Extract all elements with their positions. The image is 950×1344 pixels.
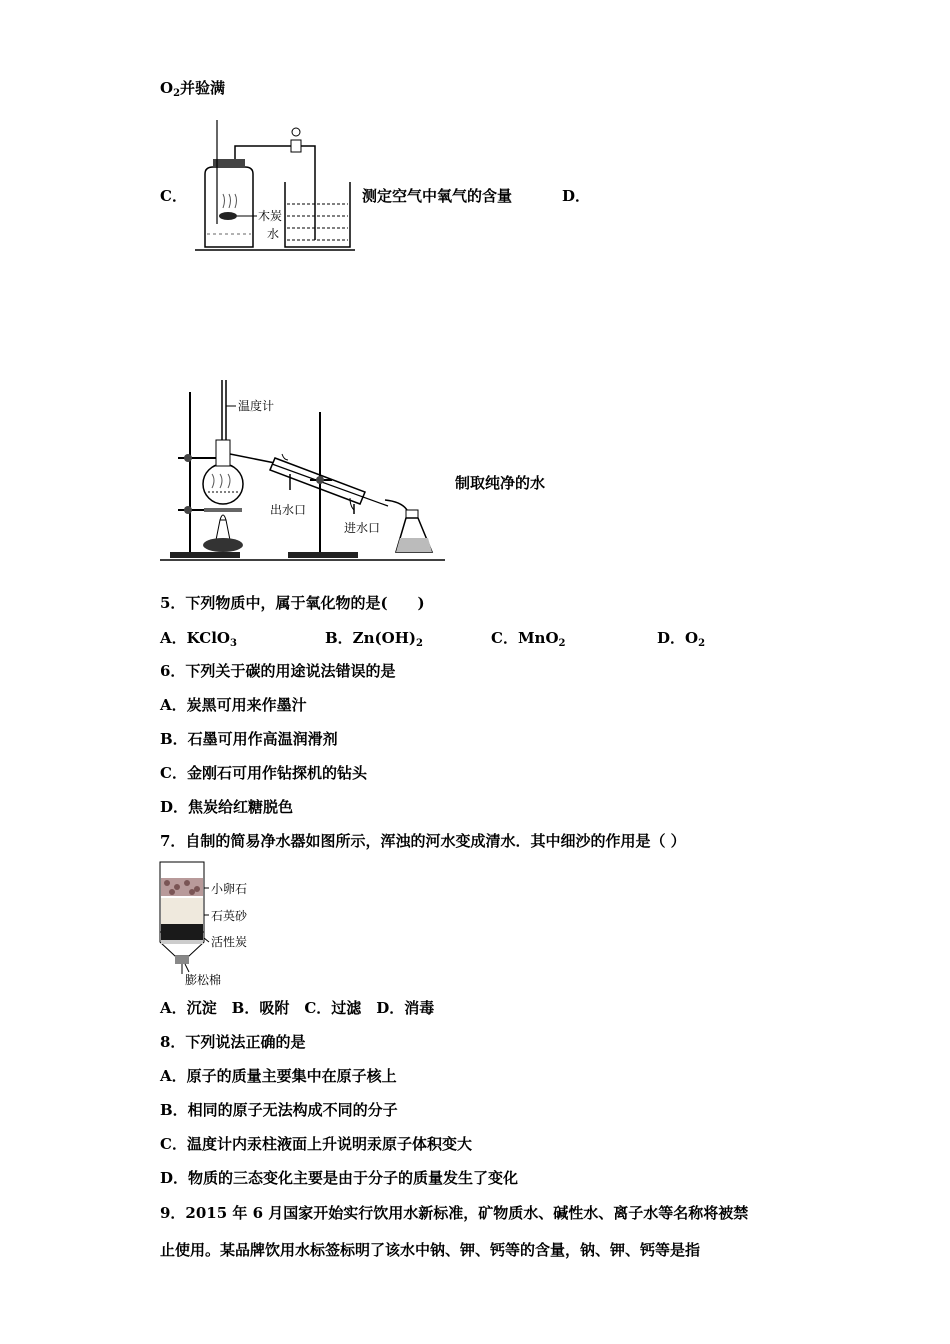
option-d-label: D．: [562, 187, 591, 205]
question-7-options: A．沉淀 B．吸附 C．过滤 D．消毒: [160, 999, 435, 1017]
question-9-line-1: 9．2015 年 6 月国家开始实行饮用水新标准，矿物质水、碱性水、离子水等名称将被禁: [160, 1204, 749, 1222]
question-6-option-b: B．石墨可用作高温润滑剂: [160, 730, 338, 748]
cotton-label: 膨松棉: [185, 973, 222, 987]
option-c-caption: 测定空气中氧气的含量: [362, 187, 513, 205]
oxygen-measurement-apparatus-figure: [195, 112, 355, 252]
water-filter-figure: [155, 860, 265, 990]
question-7-stem: 7．自制的简易净水器如图所示，浑浊的河水变成清水．其中细沙的作用是（ ）: [160, 832, 686, 850]
option-c-label: C．: [160, 187, 187, 205]
water-outlet-label: 出水口: [270, 503, 307, 517]
question-8-option-b: B．相同的原子无法构成不同的分子: [160, 1101, 398, 1119]
distillation-apparatus-figure: [160, 380, 450, 565]
question-5-option-b: B．$Zn(OH)_2$: [325, 629, 423, 649]
question-5-option-c: C．MnO$_2$: [491, 629, 566, 649]
o2-fragment: $O_2$并验满: [160, 79, 226, 99]
question-5-option-a: A．KClO$_3$: [160, 629, 237, 649]
question-8-stem: 8．下列说法正确的是: [160, 1033, 306, 1051]
thermometer-label: 温度计: [238, 399, 275, 413]
activated-carbon-label: 活性炭: [211, 935, 248, 949]
question-5-option-d: D．$O_2$: [657, 629, 706, 649]
question-8-option-c: C．温度计内汞柱液面上升说明汞原子体积变大: [160, 1135, 472, 1153]
question-5-stem: 5．下列物质中，属于氧化物的是( ): [160, 594, 425, 612]
question-8-option-a: A．原子的质量主要集中在原子核上: [160, 1067, 397, 1085]
water-label: 水: [267, 227, 280, 241]
water-inlet-label: 进水口: [344, 521, 381, 535]
option-d-caption: 制取纯净的水: [455, 474, 546, 492]
charcoal-label: 木炭: [258, 209, 283, 223]
question-6-option-d: D．焦炭给红糖脱色: [160, 798, 294, 816]
question-9-line-2: 止使用。某品牌饮用水标签标明了该水中钠、钾、钙等的含量，钠、钾、钙等是指: [160, 1241, 701, 1259]
question-6-option-c: C．金刚石可用作钻探机的钻头: [160, 764, 367, 782]
pebbles-label: 小卵石: [211, 882, 248, 896]
question-8-option-d: D．物质的三态变化主要是由于分子的质量发生了变化: [160, 1169, 519, 1187]
quartz-sand-label: 石英砂: [211, 909, 248, 923]
question-6-stem: 6．下列关于碳的用途说法错误的是: [160, 662, 396, 680]
question-6-option-a: A．炭黑可用来作墨汁: [160, 696, 307, 714]
